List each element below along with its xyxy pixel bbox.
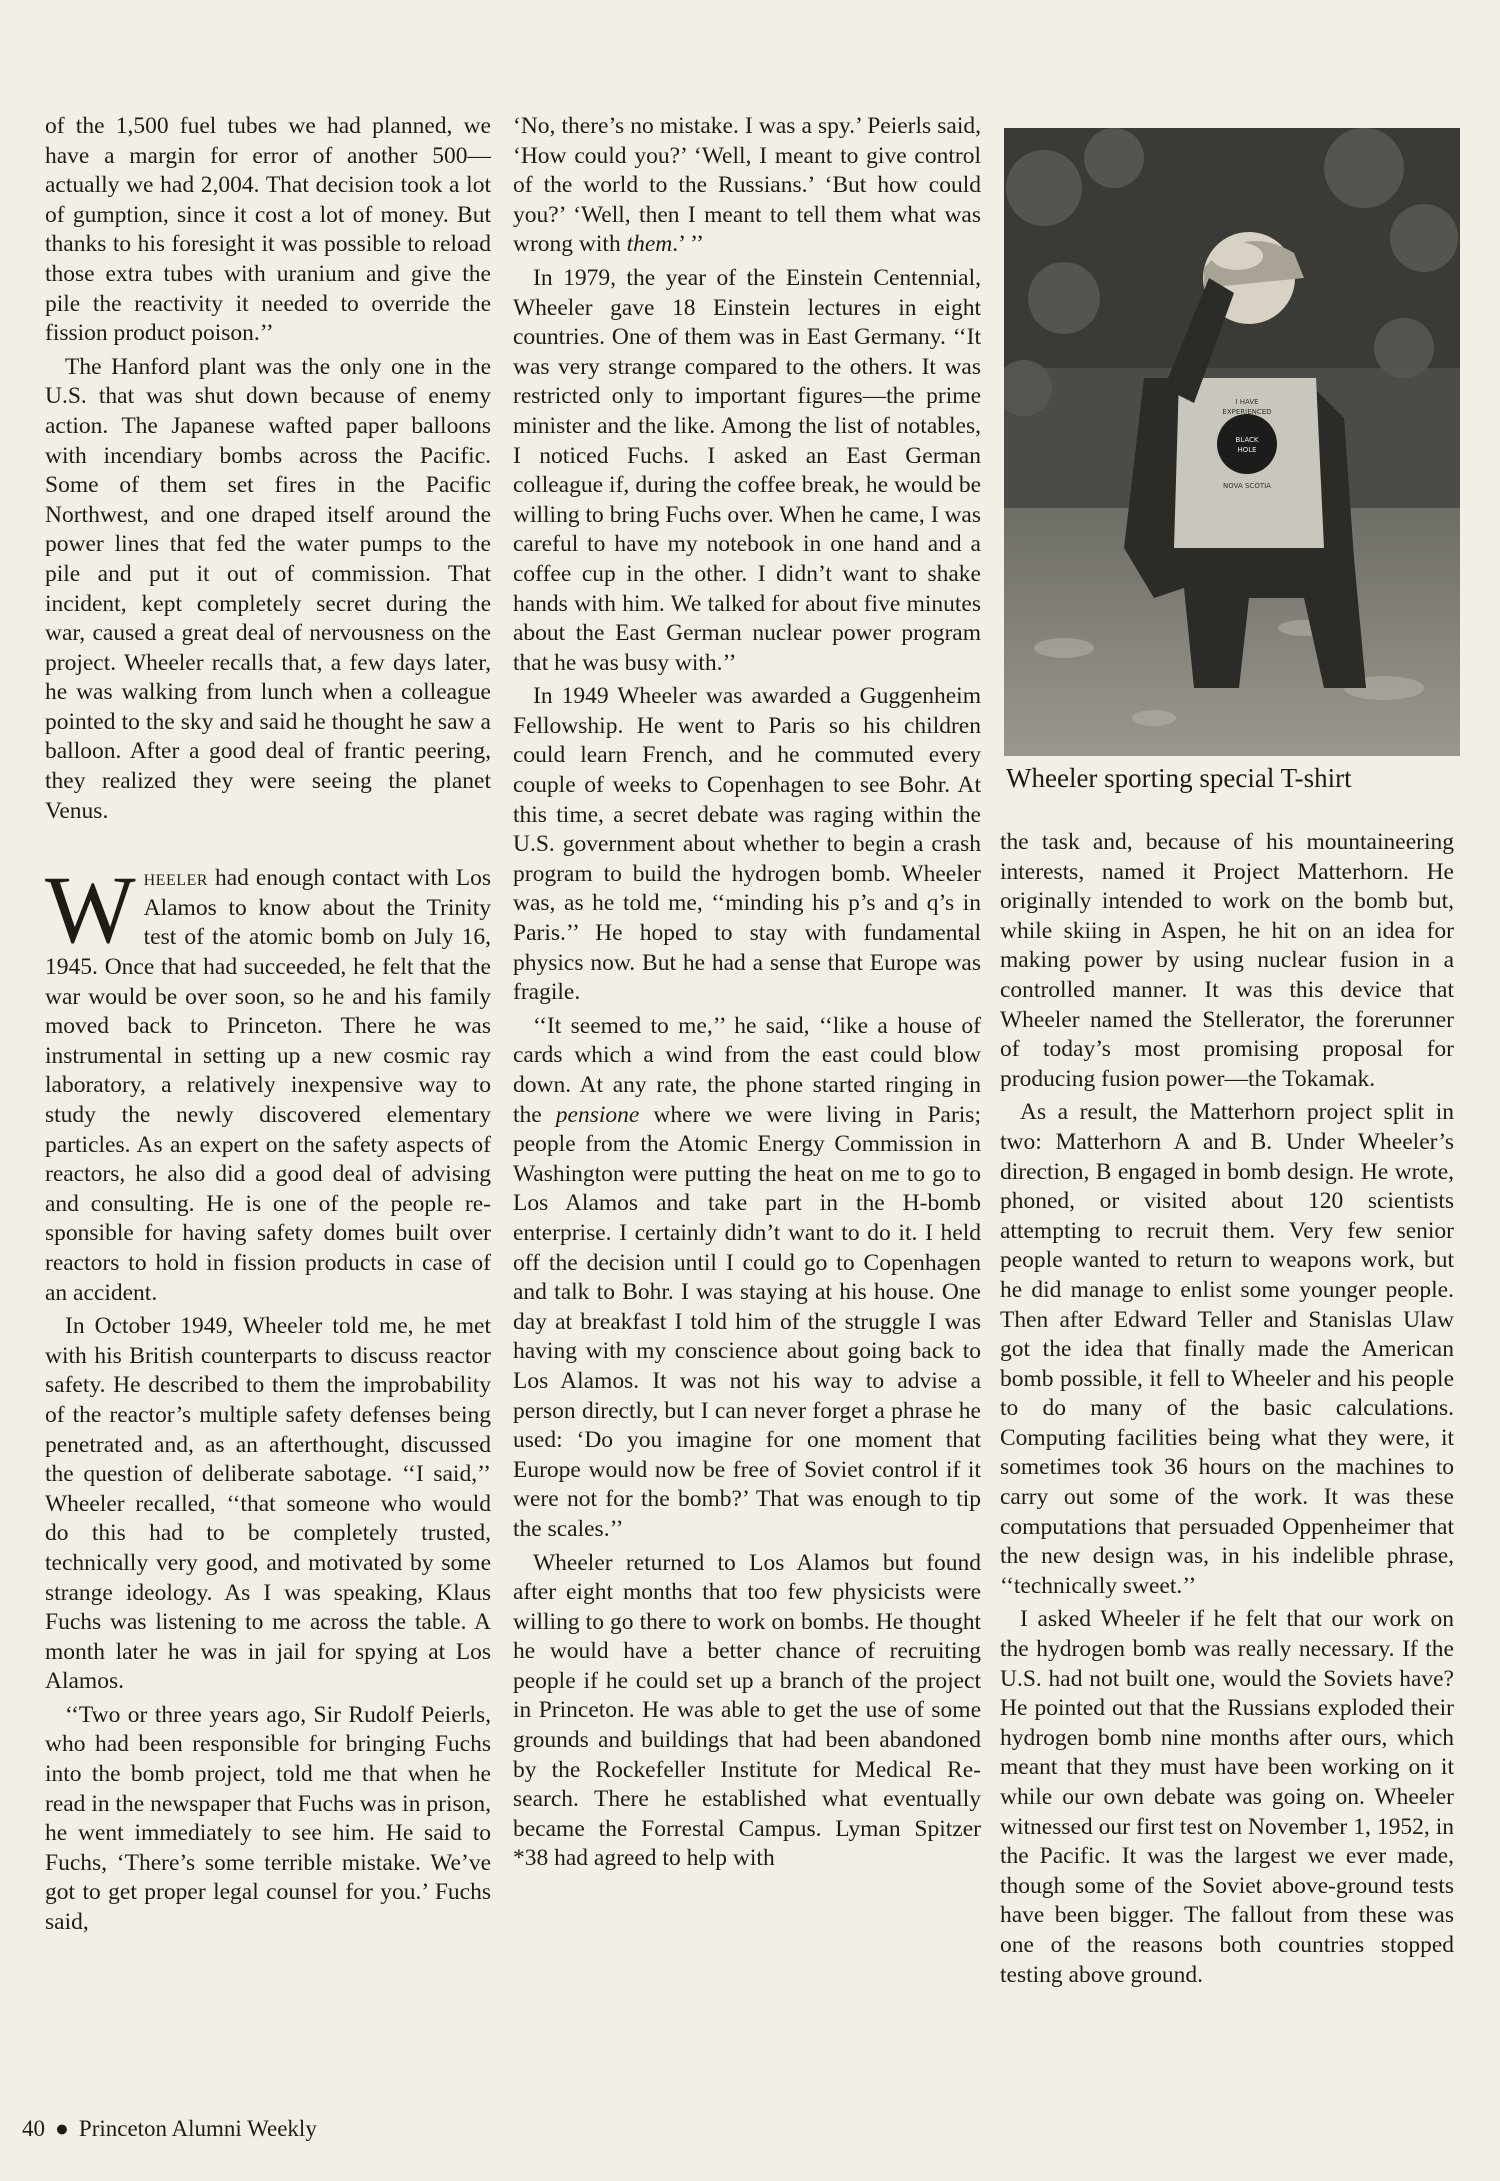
paragraph-text: ‘‘It seemed to me,’’ he said, ‘‘like a house of cards which a wind from the east could blow down. At any rate, the phone started ringing in the [513, 1012, 981, 1128]
paragraph-section-start [45, 856, 491, 1308]
paragraph-text: .’ ’’ [672, 231, 705, 258]
paragraph [513, 112, 981, 260]
page-footer [22, 2116, 317, 2142]
paragraph: In 1979, the year of the Einstein Centennial, Wheeler gave 18 Einstein lectures in eight countries. One of them was in East Germany. ‘‘It was very strange compared to the others. It was restricted only to important figures—the prime minister and the like. Among the list of notables, I noticed Fuchs. I asked an East German colleague if, during the coffee break, he would be willing to bring Fuchs over. When he came, I was careful to have my notebook in one hand and a coffee cup in the other. I didn’t want to shake hands with him. We talked for about five minutes about the East German nuclear power program that he was busy with.’’ [513, 264, 981, 676]
page-number: 40 [22, 2116, 45, 2141]
column-2 [513, 112, 981, 1878]
shirt-text: I HAVE [1235, 398, 1259, 406]
shirt-text: EXPERIENCED [1222, 408, 1272, 416]
paragraph: In 1949 Wheeler was awarded a Guggenheim Fellowship. He went to Paris so his children could learn French, and he commuted every couple of weeks to Copenhagen to see Bohr. At this time, a secret debate was raging within the U.S. government about whether to begin a crash program to build the hydrogen bomb. Wheeler was, as he told me, ‘‘minding his p’s and q’s in Paris.’’ He hoped to stay with fundamental physics now. But he had a sense that Europe was fragile. [513, 683, 981, 1006]
photo-caption: Wheeler sporting special T-shirt [1006, 763, 1352, 793]
italic-text: them [626, 231, 673, 258]
shirt-text: NOVA SCOTIA [1223, 482, 1271, 490]
small-caps-lead: heeler [143, 865, 208, 892]
shirt-text: HOLE [1237, 446, 1257, 454]
shirt-text: BLACK [1235, 436, 1259, 444]
paragraph: Wheeler returned to Los Alamos but found after eight months that too few physicists were willing to go there to work on bombs. He thought he would have a better chance of recruiting people if he could set up a branch of the project in Princeton. He was able to get the use of some grounds and buildings that had been abandoned by the Rockefeller Institute for Medical Research. There he established what eventually became the Forrestal Campus. Lyman Spitzer *38 had agreed to help with [513, 1549, 981, 1872]
paragraph-text: ‘No, there’s no mistake. I was a spy.’ Peierls said, ‘How could you?’ ‘Well, I meant to give control of the world to the Russians.’ ‘But how could you?’ ‘Well, then I meant to tell them what was wrong with [513, 113, 981, 258]
paragraph [513, 1012, 981, 1545]
paragraph: I asked Wheeler if he felt that our work on the hydrogen bomb was really necessary. If the U.S. had not built one, would the Soviets have? He pointed out that the Russians exploded their hydrogen bomb nine months after ours, which meant that they must have been working on it while our own debate was going on. Wheeler witnessed our first test on November 1, 1952, in the Pacific. It was the largest we ever made, though some of the Soviet above-ground tests have been bigger. The fallout from these was one of the reasons both countries stopped testing above ground. [1000, 1606, 1454, 1988]
column-3 [1000, 828, 1454, 1994]
paragraph: In October 1949, Wheeler told me, he met with his British counterparts to discuss reactor safety. He described to them the improbability of the reactor’s multiple safety defenses being penetrated and, as an afterthought, discussed the question of deliberate sabotage. ‘‘I said,’’ Wheeler recalled, ‘‘that someone who would do this had to be completely trusted, technically very good, and motivated by some strange ideology. As I was speaking, Klaus Fuchs was listening to me across the table. A month later he was in jail for spying at Los Alamos. [45, 1313, 491, 1695]
column-1 [45, 112, 491, 1942]
paragraph-text: had enough contact with Los Alamos to know about the Trinity test of the atomic bomb on July 16, 1945. Once that had succeeded, he felt that the war would be over soon, so he and his family moved back to Princeton. There he was instrumental in setting up a new cosmic ray laboratory, a relatively inexpensive way to study the newly discovered elementary particles. As an expert on the safety aspects of reactors, he also did a good deal of advising and consulting. He is one of the people responsible for having safety domes built over reactors to hold in fission products in case of an accident. [45, 865, 491, 1306]
bullet-icon: ● [55, 2116, 69, 2141]
paragraph-text: where we were living in Paris; people from the Atomic Energy Commission in Washington were putting the heat on me to go to Los Alamos and take part in the H-bomb enterprise. I certainly didn’t want to do it. I held off the decision until I could go to Copenhagen and talk to Bohr. I was staying at his house. One day at breakfast I told him of the struggle I was having with my conscience about going back to Los Alamos. It was not his way to advise a person directly, but I can never forget a phrase he used: ‘Do you imagine for one moment that Europe would now be free of Soviet control if it were not for the bomb?’ That was enough to tip the scales.’’ [513, 1101, 981, 1542]
publication-name: Princeton Alumni Weekly [78, 2116, 317, 2141]
paragraph: the task and, because of his mountaineering interests, named it Project Matterhorn. He originally intended to work on the bomb but, while skiing in Aspen, he hit on an idea for making power by using nuclear fusion in a controlled manner. It was this device that Wheeler named the Stellerator, the forerunner of today’s most promising proposal for producing fusion power—the Tokamak. [1000, 829, 1454, 1092]
paragraph: The Hanford plant was the only one in the U.S. that was shut down because of enemy action. The Japanese wafted paper balloons with incendiary bombs across the Pacific. Some of them set fires in the Pacific Northwest, and one draped itself around the power lines that fed the water pumps to the pile and put it out of commission. That incident, kept completely secret during the war, caused a great deal of nervousness on the project. Wheeler recalls that, a few days later, he was walking from lunch when a colleague pointed to the sky and said he thought he saw a balloon. After a good deal of frantic peering, they realized they were seeing the planet Venus. [45, 353, 491, 824]
paragraph: As a result, the Matterhorn project split in two: Matterhorn A and B. Under Wheeler’s direction, B engaged in bomb design. He wrote, phoned, or visited about 120 scientists attempting to recruit them. Very few senior people wanted to return to weapons work, but he did manage to enlist some younger people. Then after Edward Teller and Stanislas Ulaw got the idea that finally made the American bomb possible, it fell to Wheeler and his people to do many of the basic calculations. Computing facilities being what they were, it sometimes took 36 hours on the machines to carry out some of the work. It was these computations that persuaded Oppenheimer that the new design was, in his indelible phrase, ‘‘technically sweet.’’ [1000, 1099, 1454, 1599]
wheeler-photo [1004, 128, 1460, 756]
paragraph: of the 1,500 fuel tubes we had planned, we have a margin for error of another 500—actually we had 2,004. That decision took a lot of gumption, since it cost a lot of money. But thanks to his foresight it was possible to reload those extra tubes with uranium and give the pile the reactivity it needed to override the fission product poison.’’ [45, 113, 491, 347]
drop-cap: W [45, 856, 136, 964]
italic-text: pensione [555, 1101, 640, 1128]
paragraph: ‘‘Two or three years ago, Sir Rudolf Peierls, who had been responsible for bringing Fuchs into the bomb project, told me that when he read in the newspaper that Fuchs was in prison, he went immediately to see him. He said to Fuchs, ‘There’s some terrible mistake. We’ve got to get proper legal counsel for you.’ Fuchs said, [45, 1701, 491, 1936]
